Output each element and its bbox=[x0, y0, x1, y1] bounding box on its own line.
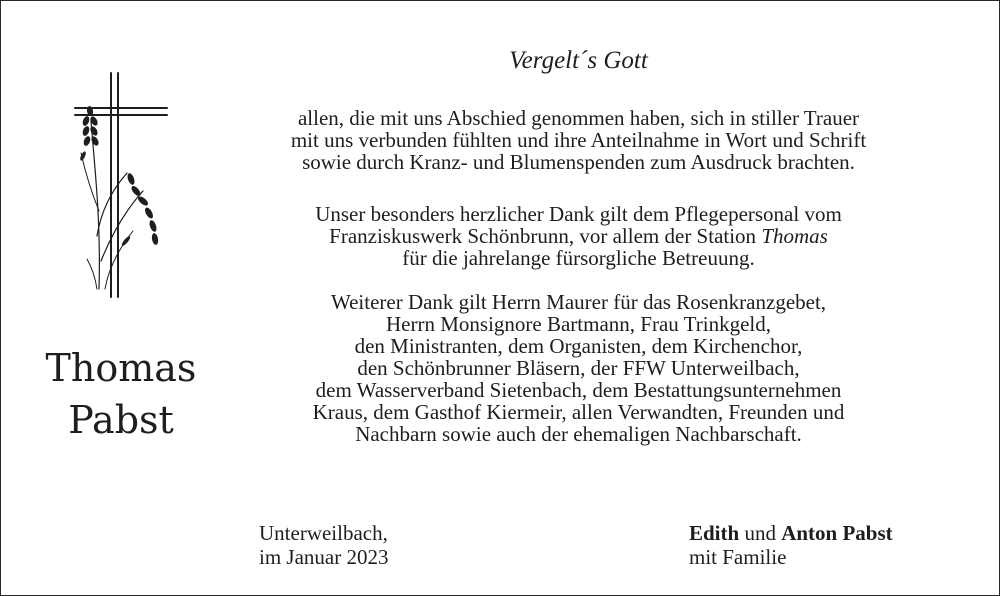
text-line: mit uns verbunden fühlten und ihre Anteilnahme in Wort und Schrift bbox=[290, 128, 867, 152]
text-line: Unser besonders herzlicher Dank gilt dem Pflegepersonal vom bbox=[315, 202, 842, 226]
station-name: Thomas bbox=[761, 224, 828, 248]
text-line: den Ministranten, dem Organisten, dem Kirchenchor, bbox=[354, 334, 803, 358]
place: Unterweilbach, bbox=[259, 521, 388, 545]
text-line: den Schönbrunner Bläsern, der FFW Unterweilbach, bbox=[357, 356, 800, 380]
signer-first: Edith bbox=[689, 521, 740, 545]
deceased-last-name: Pabst bbox=[68, 398, 174, 442]
signer-conj: und bbox=[744, 521, 776, 545]
signature bbox=[689, 521, 893, 569]
text-line: Herrn Monsignore Bartmann, Frau Trinkgeld, bbox=[386, 312, 771, 336]
text-segment: Franziskuswerk Schönbrunn, vor allem der Station bbox=[329, 224, 762, 248]
text-line: sowie durch Kranz- und Blumenspenden zum Ausdruck brachten. bbox=[302, 150, 855, 174]
signature-names bbox=[689, 521, 893, 545]
place-date bbox=[259, 521, 388, 569]
text-line: Weiterer Dank gilt Herrn Maurer für das Rosenkranzgebet, bbox=[330, 290, 827, 314]
cross-with-wheat-icon bbox=[61, 61, 181, 311]
paragraph-thanks bbox=[226, 107, 931, 173]
paragraph-further-thanks bbox=[226, 291, 931, 445]
text-line bbox=[226, 225, 931, 247]
date: im Januar 2023 bbox=[259, 545, 389, 569]
signature-family: mit Familie bbox=[689, 545, 787, 569]
paragraph-care-staff bbox=[226, 203, 931, 269]
text-line: dem Wasserverband Sietenbach, dem Bestattungsunternehmen bbox=[315, 378, 842, 402]
signer-second: Anton Pabst bbox=[781, 521, 893, 545]
text-line: Kraus, dem Gasthof Kiermeir, allen Verwandten, Freunden und bbox=[312, 400, 845, 424]
text-line: Nachbarn sowie auch der ehemaligen Nachbarschaft. bbox=[355, 422, 802, 446]
heading: Vergelt´s Gott bbox=[509, 47, 648, 74]
text-line: allen, die mit uns Abschied genommen haben, sich in stiller Trauer bbox=[297, 106, 860, 130]
text-line: für die jahrelange fürsorgliche Betreuung. bbox=[402, 246, 755, 270]
deceased-first-name: Thomas bbox=[45, 346, 197, 390]
